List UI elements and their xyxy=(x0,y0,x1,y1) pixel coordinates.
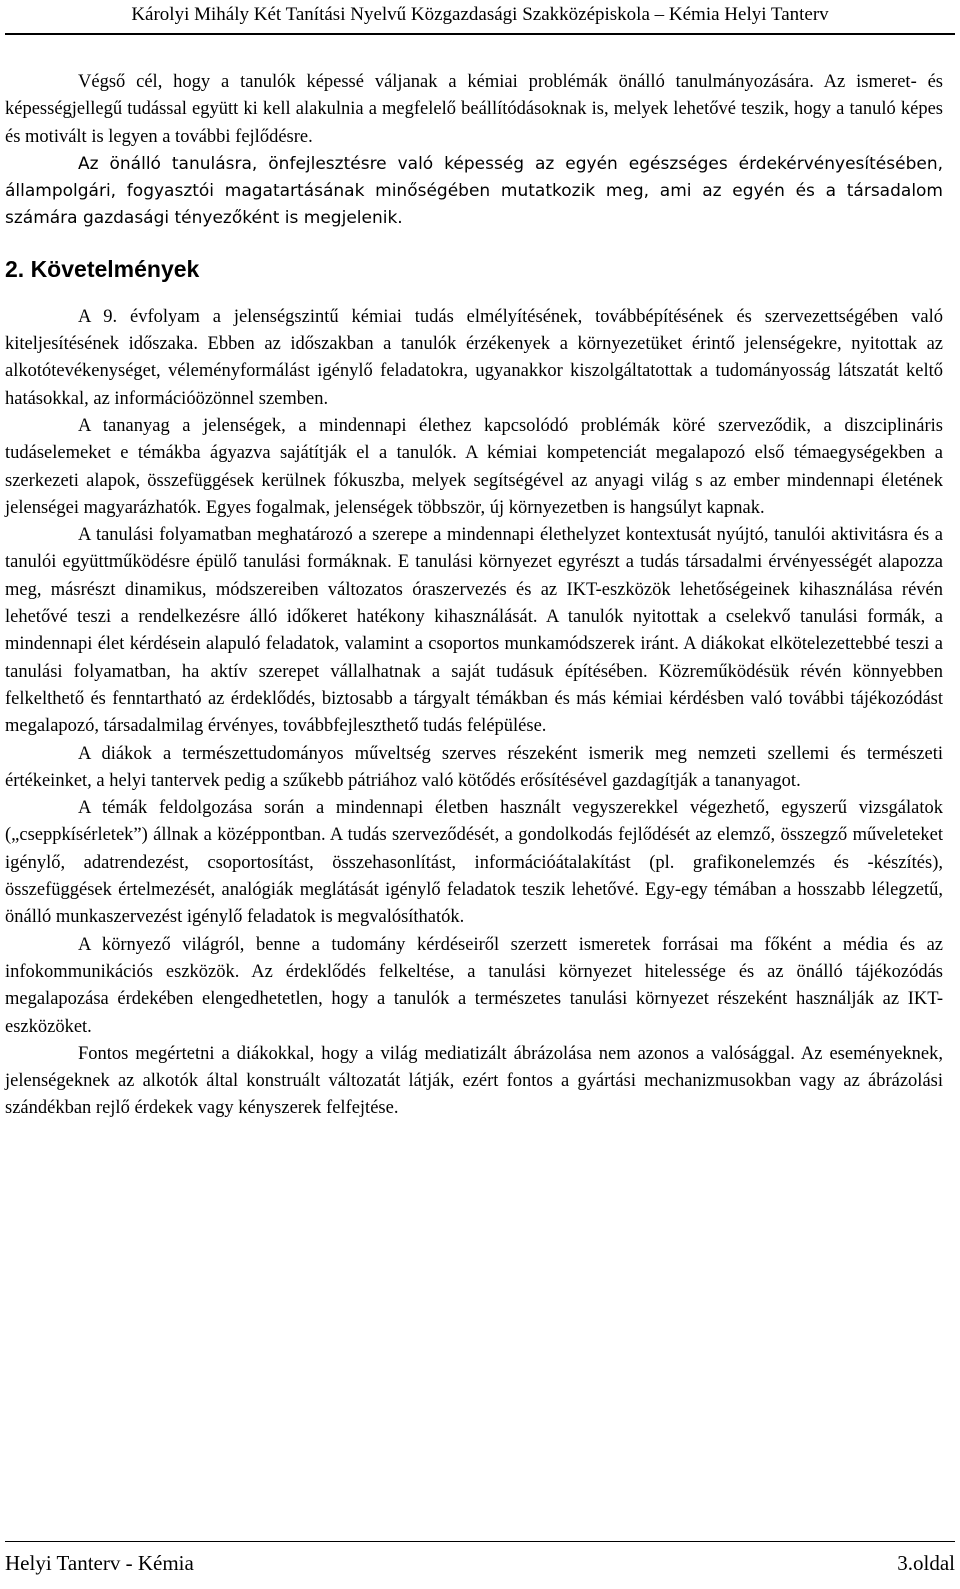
section-paragraph: A tanulási folyamatban meghatározó a szerepe a mindennapi élethelyzet kontextusát nyújtó, tanulói aktivitásra és a tanulói együttműködésre épülő tanulási formáknak. E tanulási környezet egyrészt a tudás társadalmi érvényességét alapozza meg, másrészt dinamikus, módszereiben változatos óraszervezés és az IKT-eszközök lehetőségeinek kihasználása révén lehetővé teszi a rendelkezésre álló időkeret hatékony kihasználását. A tanulók nyitottak a cselekvő tanulási formák, a mindennapi élet kérdésein alapuló feladatok, valamint a csoportos munkamódszerek iránt. A diákokat elkötelezettebbé teszi a tanulási folyamatban, ha aktív szerepet vállalhatnak a saját tudásuk építésében. Közreműködésük révén könnyebben felkelthető és fenntartható az érdeklődés, biztosabb a tárgyalt témákban és más kémiai kérdésben való további tájékozódást megalapozó, társadalmilag érvényes, továbbfejleszthető tudás felépülése. xyxy=(5,525,943,737)
section-paragraph: Fontos megértetni a diákokkal, hogy a világ mediatizált ábrázolása nem azonos a valósággal. Az eseményeknek, jelenségeknek az alkotók által konstruált változatát látják, ezért fontos a gyártási mechanizmusokban vagy az ábrázolási szándékban rejlő érdekek vagy kényszerek felfejtése. xyxy=(5,1043,943,1119)
page-footer xyxy=(5,1543,955,1583)
footer-divider xyxy=(5,1541,955,1542)
page-header: Károlyi Mihály Két Tanítási Nyelvű Közgazdasági Szakközépiskola – Kémia Helyi Tanterv xyxy=(131,4,829,25)
section-paragraph: A diákok a természettudományos műveltség szerves részeként ismerik meg nemzeti szellemi és természeti értékeinket, a helyi tantervek pedig a szűkebb pátriához való kötődés erősítésével gazdagítják a tananyagot. xyxy=(5,743,943,791)
section-paragraph: A témák feldolgozása során a mindennapi életben használt vegyszerekkel végezhető, egyszerű vizsgálatok („cseppkísérletek”) állnak a középpontban. A tudás szerveződését, a gondolkodás fejlődését az elemző, összegző műveleteket igénylő, adatrendezést, csoportosítást, összehasonlítást, információátalakítást (pl. grafikonelemzés és -készítés), összefüggések értelmezését, analógiák meglátását igénylő feladatok teszik lehetővé. Egy-egy témában a hosszabb lélegzetű, önálló munkaszervezést igénylő feladatok is megvalósíthatók. xyxy=(5,798,943,928)
document-body xyxy=(5,69,943,1123)
footer-document-title: Helyi Tanterv - Kémia xyxy=(5,1551,194,1575)
intro-paragraph-1: Végső cél, hogy a tanulók képessé váljanak a kémiai problémák önálló tanulmányozására. Az ismeret- és képességjellegű tudással együtt ki kell alakulnia a megfelelő beállítódásoknak is, melyek lehetővé teszik, hogy a tanuló képes és motivált is legyen a további fejlődésre. xyxy=(5,72,943,147)
intro-paragraph-2: Az önálló tanulásra, önfejlesztésre való képesség az egyén egészséges érdekérvényesítésében, állampolgári, fogyasztói magatartásának minőségében mutatkozik meg, ami az egyén és a társadalom számára gazdasági tényezőként is megjelenik. xyxy=(5,153,943,229)
page-number: 3.oldal xyxy=(897,1551,955,1575)
section-heading: 2. Követelmények xyxy=(5,255,200,282)
section-paragraph: A 9. évfolyam a jelenségszintű kémiai tudás elmélyítésének, továbbépítésének és szervezettségében való kiteljesítésének időszaka. Ebben az időszakban a tanulók érzékenyek a környezetüket érintő jelenségekre, nyitottak az alkotótevékenységet, véleményformálást igénylő feladatokra, ugyanakkor kiszolgáltatottak a tudományosság látszatát keltő hatásokkal, az információözönnel szemben. xyxy=(5,306,943,409)
header-divider xyxy=(5,33,955,35)
section-paragraph: A tananyag a jelenségek, a mindennapi élethez kapcsolódó problémák köré szerveződik, a diszciplináris tudáselemeket e témákba ágyazva sajátítják el a tanulók. A kémiai kompetenciát megalapozó első témaegységekben a szerkezeti alapok, összefüggések kerülnek fókuszba, melyek segítségével az anyagi világ s az ember mindennapi életének jelenségei magyarázhatók. Egyes fogalmak, jelenségek többször, új környezetben is hangsúlyt kapnak. xyxy=(5,415,943,518)
section-paragraph: A környező világról, benne a tudomány kérdéseiről szerzett ismeretek forrásai ma főként a média és az infokommunikációs eszközök. Az érdeklődés felkeltése, a tanulási környezet hitelessége és az önálló tájékozódás megalapozása érdekében elengedhetetlen, hogy a tanulók a természetes tanulási környezet részeként használják az IKT-eszközöket. xyxy=(5,934,943,1037)
